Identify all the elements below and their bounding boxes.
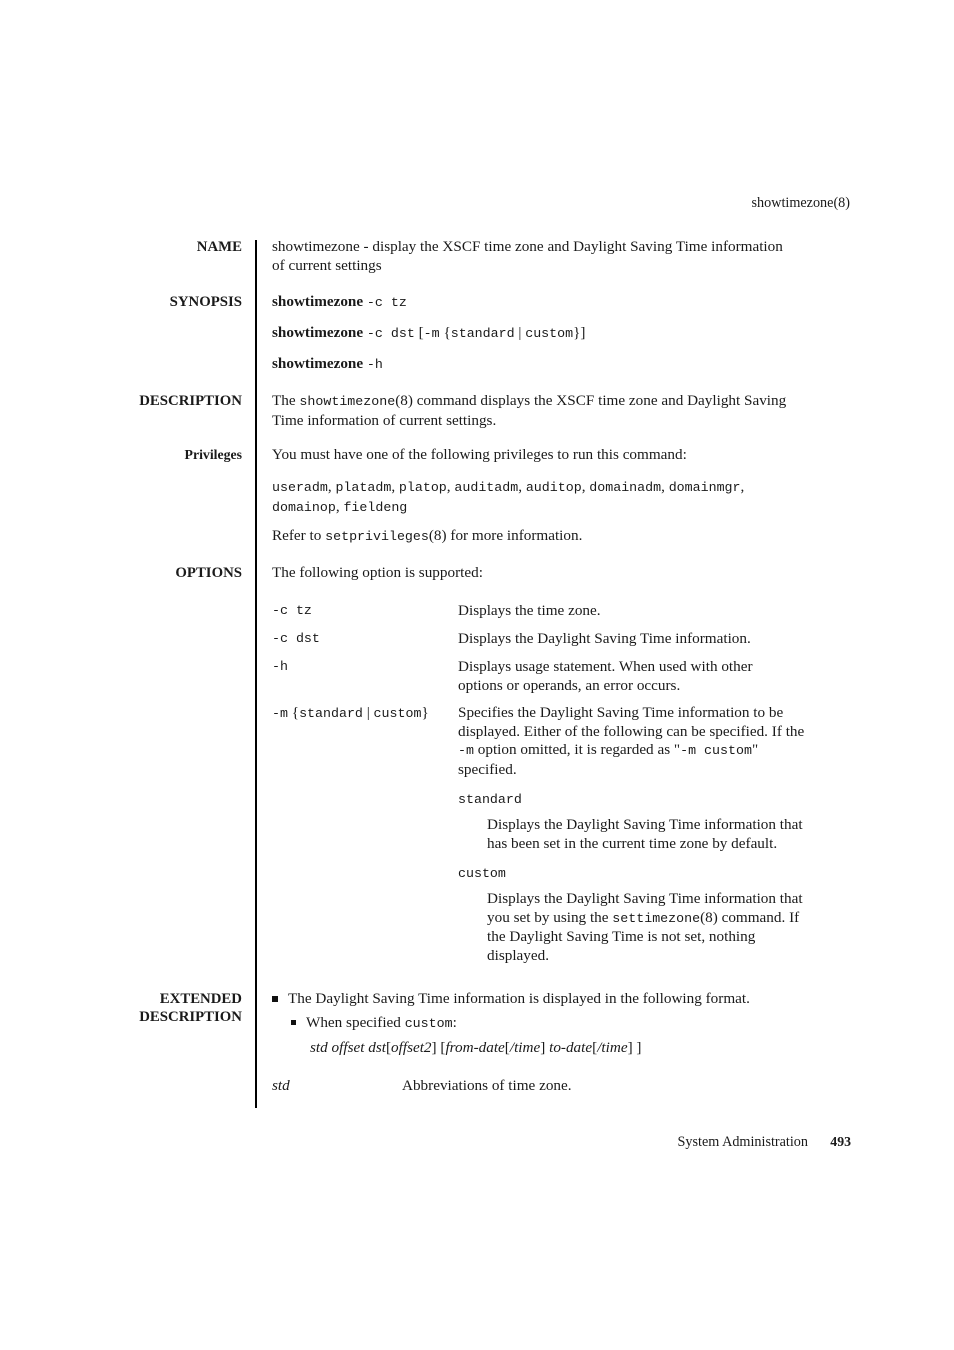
term-std-text: std [272, 1077, 290, 1094]
option-m-desc-line2: displayed. Either of the following can be specified. If the [458, 722, 805, 740]
section-description-heading: DESCRIPTION [139, 393, 242, 409]
custom-desc-line3: the Daylight Saving Time is not set, nothing [487, 928, 756, 945]
footer-title: System Administration [677, 1134, 808, 1150]
page-number: 493 [830, 1134, 851, 1149]
option-cdst-name: -c dst [272, 631, 320, 646]
refer-suffix: (8) for more information. [428, 527, 583, 544]
name-text-line2: of current settings [272, 256, 382, 274]
opt-standard: standard [299, 706, 363, 721]
custom-desc [487, 890, 852, 965]
custom-desc-line1: Displays the Daylight Saving Time information that [487, 890, 803, 907]
option-h-name: -h [272, 659, 288, 674]
square-bullet-icon [291, 1020, 296, 1025]
description-text [272, 392, 852, 430]
section-extended-description-heading [139, 990, 242, 1026]
name-text [272, 238, 852, 275]
option-m-desc-line4: specified. [458, 760, 517, 778]
description-prefix: The [272, 392, 296, 409]
synopsis-cmd: showtimezone [272, 324, 364, 341]
brace-open: { [291, 704, 300, 721]
privilege-item: platop [398, 480, 447, 495]
format-offset2: offset2 [391, 1039, 432, 1056]
standard-desc-line2: has been set in the current time zone by default. [487, 834, 778, 852]
section-synopsis-heading: SYNOPSIS [169, 294, 242, 310]
synopsis-cmd: showtimezone [272, 293, 364, 310]
option-m-desc-line3b: option omitted, it is regarded as " [477, 741, 681, 758]
option-m-desc-line1: Specifies the Daylight Saving Time information to be [458, 704, 784, 721]
custom-term: custom [458, 866, 506, 881]
extended-bullet2-suffix: : [452, 1014, 457, 1031]
term-std [272, 1077, 290, 1095]
term-std-desc: Abbreviations of time zone. [402, 1077, 572, 1094]
synopsis-standard: standard [450, 326, 515, 341]
synopsis-custom: custom [525, 326, 574, 341]
refer-cmd: setprivileges [325, 529, 429, 544]
extended-bullet2 [291, 1014, 851, 1034]
name-text-line1: showtimezone - display the XSCF time zone and Daylight Saving Time information [272, 238, 783, 255]
privileges-refer [272, 527, 852, 547]
synopsis-line2 [272, 324, 852, 344]
synopsis-opt-m: -m [423, 326, 440, 341]
privileges-list-line1: useradm, platadm, platop, auditadm, auditop, domainadm, domainmgr, [272, 478, 745, 495]
format-from-date: from-date [445, 1039, 505, 1056]
section-name-heading: NAME [196, 239, 242, 255]
bracket-close: ] [580, 324, 586, 341]
option-m-name [272, 704, 429, 722]
synopsis-line1 [272, 293, 852, 313]
standard-desc-line1: Displays the Daylight Saving Time information that [487, 816, 803, 833]
page-header-ref: showtimezone(8) [751, 195, 850, 211]
synopsis-cmd: showtimezone [272, 355, 364, 372]
custom-desc-line4: displayed. [487, 946, 550, 964]
format-std: std [310, 1039, 328, 1056]
privileges-intro: You must have one of the following privileges to run this command: [272, 446, 687, 463]
format-to-date: to-date [549, 1039, 593, 1056]
extended-heading-line1: EXTENDED [159, 991, 242, 1007]
bracket-open: [ [418, 324, 424, 341]
privileges-list [272, 478, 852, 517]
quote-close: " [751, 741, 759, 758]
option-m-desc [458, 704, 852, 779]
square-bullet-icon [272, 996, 278, 1002]
format-dst: dst [368, 1039, 386, 1056]
option-h-desc-line2: options or operands, an error occurs. [458, 676, 681, 694]
settimezone-cmd: settimezone [612, 910, 701, 926]
brace-close: } [573, 324, 581, 341]
extended-bullet2-code: custom [404, 1016, 453, 1031]
privilege-item: platadm [335, 480, 392, 495]
pipe: | [366, 704, 370, 721]
option-h-desc [458, 658, 852, 695]
privilege-item: domainop [272, 499, 336, 515]
privilege-item: fieldeng [343, 499, 408, 515]
description-line1-rest: (8) command displays the XSCF time zone and Daylight Saving [395, 392, 787, 409]
synopsis-opt-h: -h [366, 357, 383, 372]
option-ctz-name: -c tz [272, 603, 312, 618]
option-h-desc-line1: Displays usage statement. When used with other [458, 658, 753, 675]
opt-m: -m [272, 706, 288, 721]
description-cmd: showtimezone [299, 394, 396, 409]
option-cdst-desc: Displays the Daylight Saving Time information. [458, 630, 751, 647]
brace-close: } [421, 704, 429, 721]
extended-bullet1 [272, 990, 852, 1009]
section-options-heading: OPTIONS [175, 565, 242, 581]
subsection-privileges-heading: Privileges [184, 447, 242, 462]
custom-desc-line2b: (8) command. If [700, 908, 800, 926]
opt-m-custom-inline: -m custom [680, 743, 752, 758]
extended-bullet2-prefix: When specified [306, 1014, 401, 1031]
extended-format-line: std offset dst[offset2] [from-date[/time] to-date[/time] ] [310, 1039, 642, 1056]
privilege-item: useradm [272, 480, 328, 495]
opt-m-inline: -m [458, 743, 474, 758]
options-intro: The following option is supported: [272, 564, 483, 581]
standard-desc [487, 816, 852, 853]
privilege-item: auditadm [454, 480, 519, 495]
pipe: | [518, 324, 522, 341]
description-line2: Time information of current settings. [272, 411, 497, 429]
format-offset: offset [331, 1039, 365, 1056]
synopsis-line3 [272, 355, 852, 375]
extended-bullet1-text: The Daylight Saving Time information is displayed in the following format. [288, 990, 750, 1007]
privilege-item: domainadm [589, 480, 662, 495]
privileges-list-line2: domainop, fieldeng [272, 497, 408, 515]
privilege-item: domainmgr [668, 480, 741, 495]
format-time2: /time [597, 1039, 628, 1056]
refer-prefix: Refer to [272, 527, 322, 544]
section-divider-rule [255, 240, 257, 1108]
opt-custom: custom [373, 706, 422, 721]
brace-open: { [443, 324, 451, 341]
synopsis-opt-ctz: -c tz [366, 295, 407, 310]
format-time1: /time [509, 1039, 541, 1056]
standard-term: standard [458, 792, 522, 807]
privilege-item: auditop [525, 480, 582, 495]
extended-heading-line2: DESCRIPTION [139, 1009, 242, 1025]
option-ctz-desc: Displays the time zone. [458, 602, 601, 619]
custom-desc-line2a: you set by using the [487, 908, 609, 926]
synopsis-opt-cdst: -c dst [366, 326, 415, 341]
